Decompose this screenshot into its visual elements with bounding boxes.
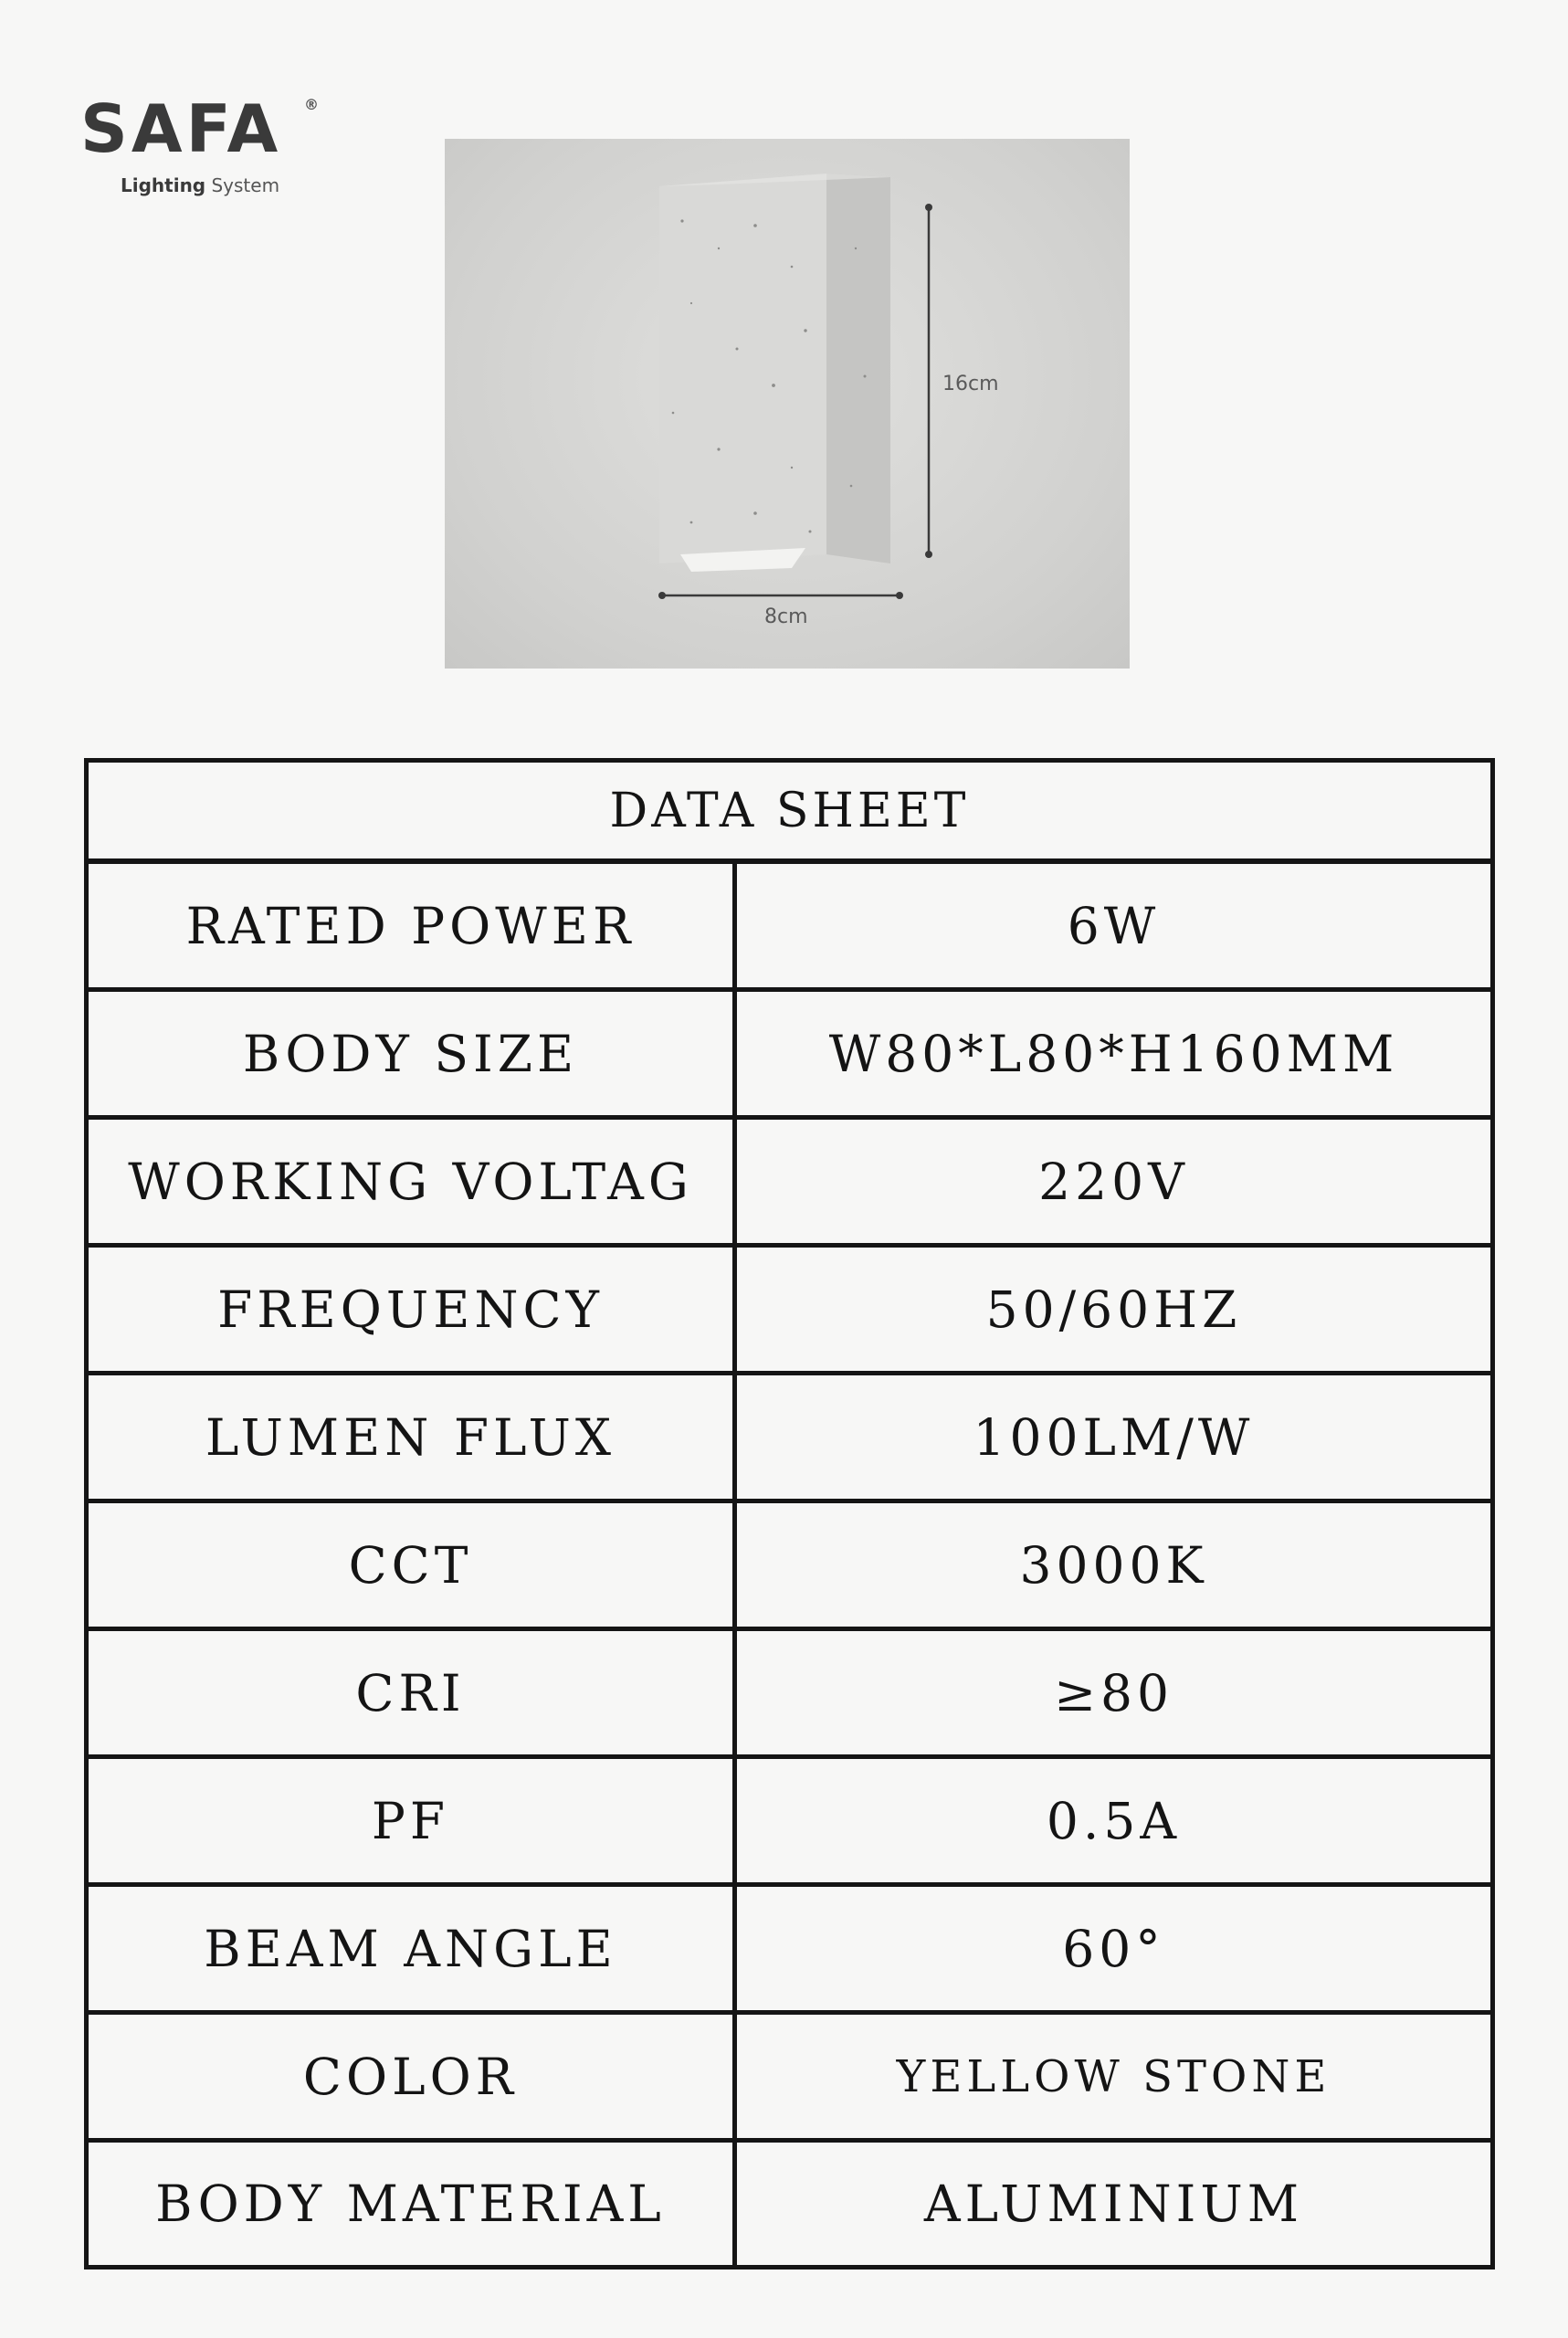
logo-tagline-bold: Lighting xyxy=(121,174,206,196)
spec-row-body-size xyxy=(89,992,1490,1120)
spec-label: LUMEN FLUX xyxy=(89,1375,737,1499)
registered-mark: ® xyxy=(304,96,322,113)
spec-value: ALUMINIUM xyxy=(923,2175,1304,2233)
spec-label: CRI xyxy=(89,1631,737,1754)
spec-row-body-material xyxy=(89,2143,1490,2265)
spec-label: PF xyxy=(89,1759,737,1882)
logo-brand-text: SAFA xyxy=(80,90,282,167)
spec-row-working-voltage xyxy=(89,1120,1490,1248)
spec-value: W80*L80*H160MM xyxy=(828,1024,1399,1083)
lamp-side-face xyxy=(826,174,890,563)
spec-value: 0.5A xyxy=(1046,1791,1182,1850)
spec-label: WORKING VOLTAG xyxy=(89,1120,737,1243)
logo-tagline xyxy=(121,174,327,196)
brand-logo xyxy=(80,90,327,196)
logo-wordmark xyxy=(80,90,327,167)
spec-value: ≥80 xyxy=(1053,1663,1174,1722)
spec-label: BODY SIZE xyxy=(89,992,737,1115)
spec-label: RATED POWER xyxy=(89,864,737,987)
spec-label: CCT xyxy=(89,1503,737,1627)
spec-label: BODY MATERIAL xyxy=(89,2143,737,2265)
spec-value: 220V xyxy=(1038,1152,1189,1211)
spec-label: BEAM ANGLE xyxy=(89,1887,737,2010)
height-dimension-label: 16cm xyxy=(942,373,999,395)
spec-row-frequency xyxy=(89,1248,1490,1375)
spec-row-cri xyxy=(89,1631,1490,1759)
spec-row-lumen-flux xyxy=(89,1375,1490,1503)
spec-value: YELLOW STONE xyxy=(896,2050,1331,2102)
width-dimension-label: 8cm xyxy=(764,606,808,628)
spec-label: COLOR xyxy=(89,2015,737,2138)
product-illustration xyxy=(445,139,1130,669)
spec-value: 50/60HZ xyxy=(985,1280,1242,1339)
spec-value: 60° xyxy=(1062,1919,1165,1978)
spec-row-pf xyxy=(89,1759,1490,1887)
product-photo xyxy=(445,139,1130,669)
lamp-front-face xyxy=(659,174,826,563)
spec-value: 6W xyxy=(1067,896,1161,955)
spec-row-cct xyxy=(89,1503,1490,1631)
data-sheet-title: DATA SHEET xyxy=(89,763,1490,864)
spec-label: FREQUENCY xyxy=(89,1248,737,1371)
spec-value: 100LM/W xyxy=(973,1407,1255,1467)
spec-value: 3000K xyxy=(1019,1535,1208,1595)
spec-row-color xyxy=(89,2015,1490,2143)
spec-row-beam-angle xyxy=(89,1887,1490,2015)
data-sheet-table xyxy=(84,758,1495,2270)
logo-tagline-rest: System xyxy=(205,174,280,196)
spec-row-rated-power xyxy=(89,864,1490,992)
